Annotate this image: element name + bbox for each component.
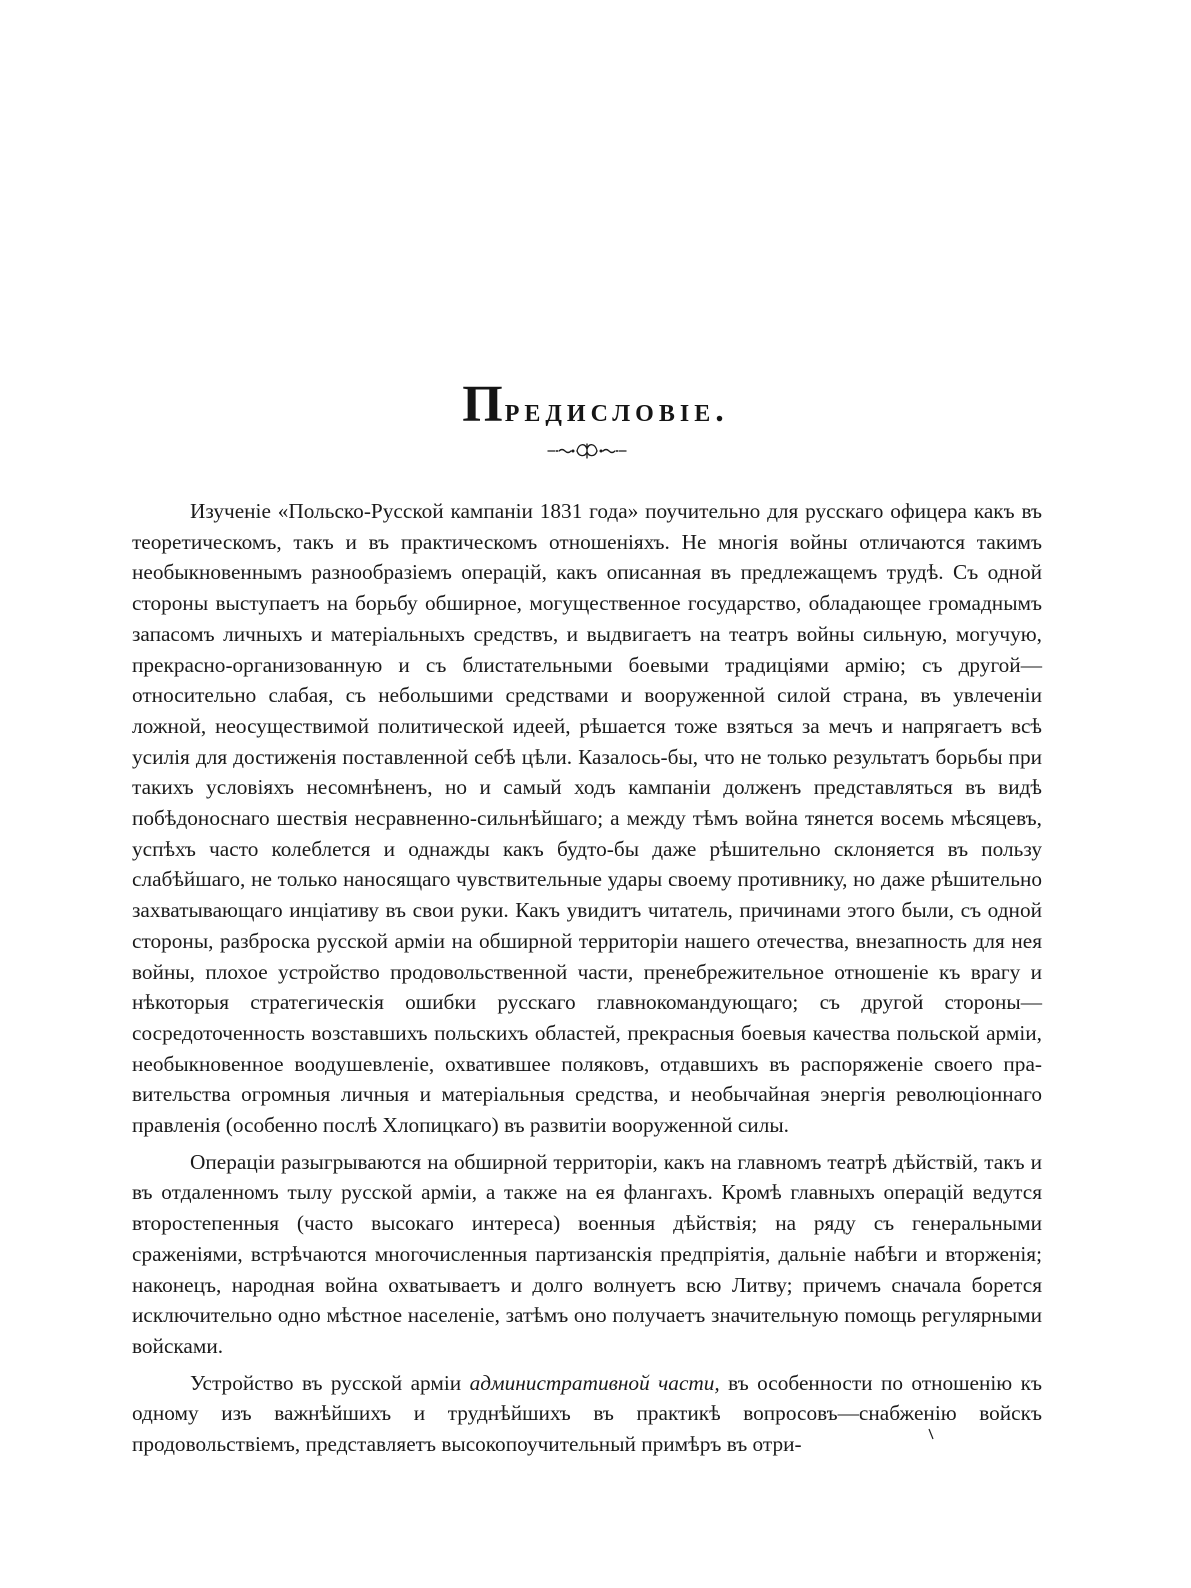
paragraph: Операціи разыгрываются на обширной территоріи, какъ на главномъ театрѣ дѣйствій, такъ и въ отдаленномъ тылу русской арміи, а также на ея флангахъ. Кромѣ главныхъ операцій ведутся второстепенныя (часто высокаго интереса) военныя дѣйствія; на ряду съ генеральными сраженіями, встрѣчаются многочисленныя партизанскія предпріятія, дальніе набѣги и вторженія; наконецъ, народная война охватываетъ и долго волнуетъ всю Литву; причемъ сначала борется исключительно одно мѣстное населеніе, затѣмъ оно получаетъ значительную помощь регулярными войсками. bbox=[132, 1149, 1042, 1358]
paragraph-text: Устройство въ русской арміи bbox=[190, 1370, 470, 1395]
paragraph bbox=[132, 1368, 1042, 1460]
chapter-title-rest: редисловіе. bbox=[504, 391, 729, 429]
emphasized-phrase: административной части, bbox=[469, 1370, 720, 1395]
preface-text bbox=[132, 496, 1042, 1466]
chapter-title-initial: П bbox=[462, 375, 505, 433]
paragraph-text: въ особенности по отношенію къ одному изъ важнѣйшихъ и труднѣйшихъ въ практикѣ вопросовъ—снабженію войскъ продовольствіемъ, представляетъ высокопоучительный примѣръ въ отри- bbox=[132, 1370, 1042, 1457]
chapter-title bbox=[0, 375, 1191, 441]
paragraph: Изученіе «Польско-Русской кампаніи 1831 года» поучительно для русскаго офицера какъ въ теоретическомъ, такъ и въ практическомъ отношеніяхъ. Не многія войны отличаются такимъ необыкновеннымъ разнообразіемъ операцій, какъ описанная въ предлежащемъ трудѣ. Съ одной стороны выступаетъ на борьбу обширное, могущественное государство, обладающее громаднымъ запасомъ личныхъ и матеріальныхъ средствъ, и выдвигаетъ на театръ войны сильную, могучую, прекрасно-организованную и съ блистательными боевыми традиціями армію; съ другой—относительно слабая, съ небольшими средствами и вооруженной силой страна, въ увлеченіи ложной, неосуществимой политической идеей, рѣшается тоже взяться за мечъ и напрягаетъ всѣ усилія для достиженія поставленной себѣ цѣли. Казалось-бы, что не только результатъ борьбы при такихъ условіяхъ несомнѣненъ, но и самый ходъ кампаніи долженъ представляться въ видѣ побѣдоноснаго шествія несравненно-сильнѣйшаго; а между тѣмъ война тянется восемь мѣсяцевъ, успѣхъ часто колеблется и однажды какъ будто-бы даже рѣшительно склоняется въ пользу слабѣйшаго, не только наносящаго чувствительные удары своему противнику, но даже рѣшительно захватывающаго инціативу въ свои руки. Какъ увидитъ читатель, причинами этого были, съ одной стороны, разброска русской арміи на обширной территоріи нашего отечества, внезапность для нея войны, плохое устройство продовольственной части, пренебрежительное отношеніе къ врагу и нѣкоторыя стратегическія ошибки русскаго главнокомандующаго; съ другой стороны—сосредоточенность возставшихъ польскихъ областей, прекрасныя боевыя качества польской арміи, необыкновенное воодушевленіе, охватившее поляковъ, отдавшихъ въ распоряженіе своего правительства огромныя личныя и матеріальныя средства, и необычайная энергія революціоннаго правленія (особенно послѣ Хлопицкаго) въ развитіи вооруженной силы. bbox=[132, 499, 1042, 1138]
page-mark bbox=[928, 1428, 934, 1440]
decorative-flourish-icon bbox=[547, 441, 627, 461]
